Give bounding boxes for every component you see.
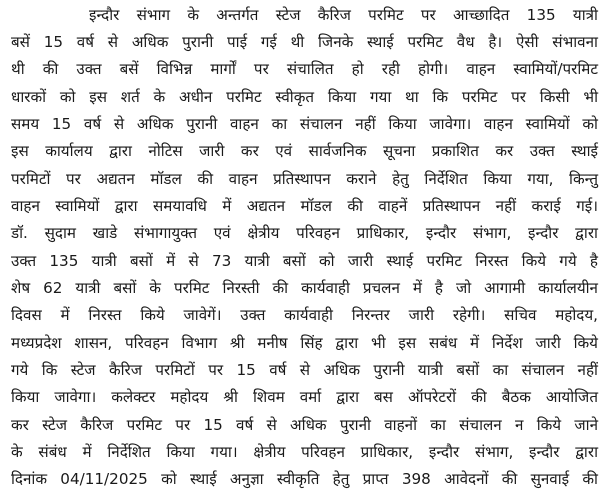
paragraph-line-11: शेष 62 यात्री बसों के परमिट निरस्ती की कार्यवाही प्रचलन में है जो आगामी कार्यालयीन bbox=[11, 279, 598, 297]
paragraph-line-16: कर स्टेज कैरिज परमिट पर 15 वर्ष से अधिक पुरानी वाहनों का संचालन न किये जाने bbox=[11, 416, 598, 434]
paragraph-line-15: किया जावेगा। कलेक्टर महोदय श्री शिवम वर्मा द्वारा बस ऑपरेटरों की बैठक आयोजित bbox=[11, 388, 598, 406]
paragraph-line-1: इन्दौर संभाग के अन्तर्गत स्टेज कैरिज परमिट पर आच्छादित 135 यात्री bbox=[89, 6, 598, 24]
paragraph-line-14: गये कि स्टेज कैरिज परमिटों पर 15 वर्ष से अधिक पुरानी यात्री बसों का संचालन नहीं bbox=[11, 361, 598, 379]
paragraph-line-8: वाहन स्वामियों द्वारा समयावधि में अद्यतन मॉडल की वाहनें प्रतिस्थापन नहीं कराई गई। bbox=[11, 197, 598, 215]
paragraph-line-18: दिनांक 04/11/2025 को स्थाई अनुज्ञा स्वीकृति हेतु प्राप्त 398 आवेदनों की सुनवाई की bbox=[11, 470, 598, 488]
paragraph-line-3: थी की उक्त बसें विभिन्न मार्गों पर संचालित हो रही होगी। वाहन स्वामियों/परमिट bbox=[11, 60, 598, 78]
paragraph-line-10: उक्त 135 यात्री बसों में से 73 यात्री बसों को जारी स्थाई परमिट निरस्त किये गये है bbox=[11, 252, 598, 270]
paragraph-line-13: मध्यप्रदेश शासन, परिवहन विभाग श्री मनीष सिंह द्वारा भी इस सबंध में निर्देश जारी किये bbox=[11, 334, 598, 352]
paragraph-line-17: के संबंध में निर्देशित किया गया। क्षेत्रीय परिवहन प्राधिकार, इन्दौर संभाग, इन्दौर द्वारा bbox=[11, 443, 599, 461]
paragraph-line-5: समय 15 वर्ष से अधिक पुरानी वाहन का संचालन नहीं किया जावेगा। वाहन स्वामियों को bbox=[11, 115, 598, 133]
paragraph-line-12: दिवस में निरस्त किये जावेगें। उक्त कार्यवाही निरन्तर जारी रहेगी। सचिव महोदय, bbox=[11, 306, 598, 324]
paragraph-line-7: परमिटों पर अद्यतन मॉडल की वाहन प्रतिस्थापन कराने हेतु निर्देशित किया गया, किन्तु bbox=[11, 170, 598, 188]
paragraph-line-9: डॉ. सुदाम खाडे संभागायुक्त एवं क्षेत्रीय परिवहन प्राधिकार, इन्दौर संभाग, इन्दौर द्वारा bbox=[11, 224, 598, 242]
paragraph-line-4: धारकों को इस शर्त के अधीन परमिट स्वीकृत किया गया था कि परमिट पर किसी भी bbox=[11, 88, 598, 106]
paragraph-line-6: इस कार्यालय द्वारा नोटिस जारी कर एवं सार्वजनिक सूचना प्रकाशित कर उक्त स्थाई bbox=[11, 142, 598, 160]
paragraph-line-2: बसें 15 वर्ष से अधिक पुरानी पाई गई थी जिनके स्थाई परमिट वैध है। ऐसी संभावना bbox=[11, 33, 598, 51]
